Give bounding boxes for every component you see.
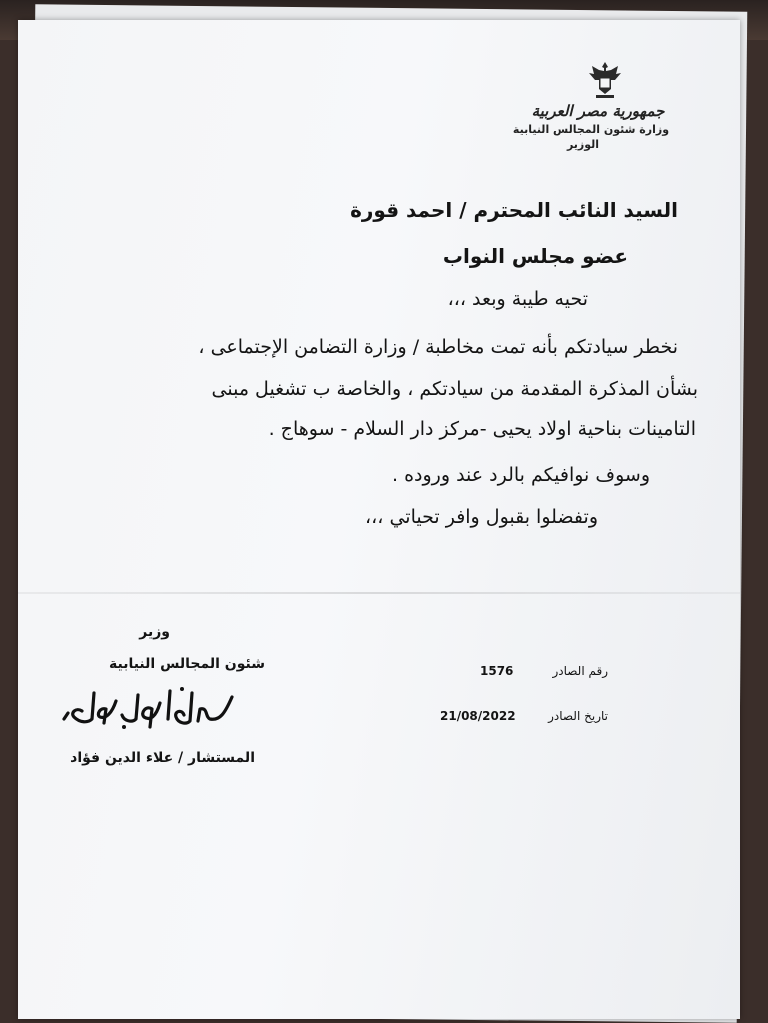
outgoing-number-label: رقم الصادر <box>552 664 608 678</box>
letterhead <box>498 100 698 152</box>
closing-line: وتفضلوا بقبول وافر تحياتي ،،، <box>365 506 598 528</box>
outgoing-date-label: تاريخ الصادر <box>548 709 608 723</box>
signatory-name: المستشار / علاء الدين فؤاد <box>70 750 255 766</box>
addressee: السيد النائب المحترم / احمد قورة <box>350 198 678 222</box>
ministry-name: وزارة شئون المجالس النيابية <box>512 123 670 136</box>
outgoing-date: 21/08/2022 <box>440 709 516 723</box>
republic-name: جمهورية مصر العربية <box>531 102 665 120</box>
body-line: بشأن المذكرة المقدمة من سيادتكم ، والخاصة ب تشغيل مبنى <box>211 378 698 400</box>
signatory-title: وزير <box>139 624 170 640</box>
followup-line: وسوف نوافيكم بالرد عند وروده . <box>392 464 650 486</box>
outgoing-number: 1576 <box>480 664 514 678</box>
handwritten-signature <box>60 683 240 733</box>
paper-fold-line <box>18 592 740 594</box>
body-line: نخطر سيادتكم بأنه تمت مخاطبة / وزارة التضامن الإجتماعى ، <box>198 336 678 358</box>
eagle-emblem-icon <box>585 58 625 100</box>
addressee-position: عضو مجلس النواب <box>442 244 628 268</box>
office-name: الوزير <box>566 138 600 151</box>
greeting: تحيه طيبة وبعد ،،، <box>447 288 588 310</box>
signatory-department: شئون المجالس النيابية <box>109 656 265 672</box>
body-line: التامينات بناحية اولاد يحيى -مركز دار السلام - سوهاج . <box>268 418 696 440</box>
